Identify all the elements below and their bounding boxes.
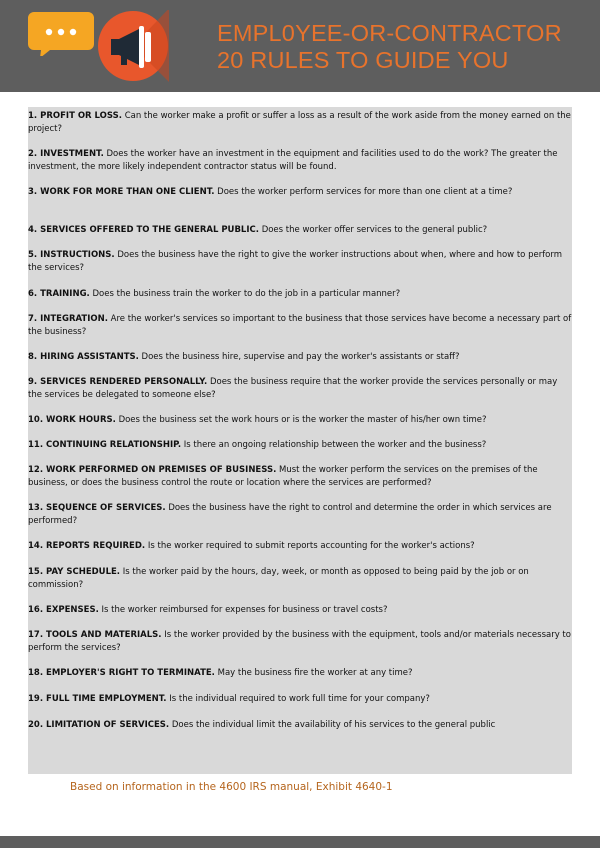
title-line-2: 20 RULES TO GUIDE YOU bbox=[217, 47, 509, 73]
rule-text: Does the worker perform services for more than one client at a time? bbox=[217, 187, 513, 197]
rule-heading: 11. CONTINUING RELATIONSHIP. bbox=[28, 440, 182, 450]
rule-text: Does the individual limit the availability of his services to the general public bbox=[171, 720, 496, 730]
rule-heading: 3. WORK FOR MORE THAN ONE CLIENT. bbox=[28, 187, 215, 197]
header-bar bbox=[0, 0, 600, 92]
rule-heading: 4. SERVICES OFFERED TO THE GENERAL PUBLIC. bbox=[28, 225, 259, 235]
rule-item bbox=[28, 288, 572, 301]
rule-item bbox=[28, 148, 572, 174]
rule-text: Is the worker paid by the hours, day, week, or month as opposed to being paid by the job or on commission? bbox=[28, 567, 529, 590]
rule-heading: 7. INTEGRATION. bbox=[28, 314, 108, 324]
rule-heading: 2. INVESTMENT. bbox=[28, 149, 104, 159]
rule-heading: 20. LIMITATION OF SERVICES. bbox=[28, 720, 170, 730]
rule-item bbox=[28, 414, 572, 427]
rule-item bbox=[28, 224, 572, 237]
rule-text: Does the business train the worker to do the job in a particular manner? bbox=[92, 289, 401, 299]
rule-text: Does the business set the work hours or is the worker the master of his/her own time? bbox=[118, 415, 487, 425]
title-line-1: EMPL0YEE-OR-CONTRACTOR bbox=[217, 20, 562, 46]
rule-text: Is there an ongoing relationship between the worker and the business? bbox=[183, 440, 487, 450]
rule-item bbox=[28, 464, 572, 490]
rule-text: Does the worker have an investment in the equipment and facilities used to do the work? The greater the investment, the more likely independent contractor status will be found. bbox=[28, 149, 558, 172]
rule-heading: 6. TRAINING. bbox=[28, 289, 90, 299]
source-footnote: Based on information in the 4600 IRS manual, Exhibit 4640-1 bbox=[70, 781, 393, 793]
rule-text: Are the worker's services so important to the business that those services have become a necessary part of the business? bbox=[28, 314, 572, 337]
rule-heading: 13. SEQUENCE OF SERVICES. bbox=[28, 503, 166, 513]
rule-item bbox=[28, 566, 572, 592]
speech-bubble-icon bbox=[28, 12, 94, 56]
megaphone-icon bbox=[97, 10, 169, 82]
rule-text: Is the worker reimbursed for expenses for business or travel costs? bbox=[101, 605, 388, 615]
rule-text: Does the worker offer services to the general public? bbox=[261, 225, 488, 235]
rule-item bbox=[28, 110, 572, 136]
rule-heading: 15. PAY SCHEDULE. bbox=[28, 567, 121, 577]
rule-heading: 8. HIRING ASSISTANTS. bbox=[28, 352, 139, 362]
rule-item bbox=[28, 439, 572, 452]
rule-heading: 10. WORK HOURS. bbox=[28, 415, 116, 425]
rule-item bbox=[28, 351, 572, 364]
rule-item bbox=[28, 719, 572, 732]
rule-item bbox=[28, 313, 572, 339]
rule-heading: 18. EMPLOYER'S RIGHT TO TERMINATE. bbox=[28, 668, 215, 678]
rule-heading: 17. TOOLS AND MATERIALS. bbox=[28, 630, 162, 640]
rule-text: Must the worker perform the services on the premises of the business, or does the business control the route or location where the services are performed? bbox=[28, 465, 538, 488]
rule-heading: 16. EXPENSES. bbox=[28, 605, 99, 615]
rule-item bbox=[28, 376, 572, 402]
rule-heading: 9. SERVICES RENDERED PERSONALLY. bbox=[28, 377, 208, 387]
rule-item bbox=[28, 502, 572, 528]
rules-panel bbox=[28, 107, 572, 774]
rule-text: Does the business have the right to give the worker instructions about when, where and how to perform the services? bbox=[28, 250, 563, 273]
rule-item bbox=[28, 667, 572, 680]
rule-item bbox=[28, 540, 572, 553]
rule-text: Is the worker provided by the business with the equipment, tools and/or materials necessary to perform the services? bbox=[28, 630, 571, 653]
rule-text: Can the worker make a profit or suffer a loss as a result of the work aside from the money earned on the project? bbox=[28, 111, 571, 134]
rule-item bbox=[28, 693, 572, 706]
footer-bar bbox=[0, 836, 600, 848]
rule-heading: 1. PROFIT OR LOSS. bbox=[28, 111, 122, 121]
rule-text: Does the business hire, supervise and pay the worker's assistants or staff? bbox=[141, 352, 460, 362]
rule-text: Is the worker required to submit reports accounting for the worker's actions? bbox=[147, 541, 475, 551]
rule-text: May the business fire the worker at any time? bbox=[217, 668, 413, 678]
rule-heading: 19. FULL TIME EMPLOYMENT. bbox=[28, 694, 167, 704]
rule-text: Is the individual required to work full time for your company? bbox=[169, 694, 430, 704]
rule-item bbox=[28, 249, 572, 275]
rule-heading: 5. INSTRUCTIONS. bbox=[28, 250, 115, 260]
rule-item bbox=[28, 604, 572, 617]
page-title bbox=[217, 20, 562, 74]
rule-item bbox=[28, 629, 572, 655]
rule-text: Does the business require that the worker provide the services personally or may the services be delegated to someone else? bbox=[28, 377, 558, 400]
rule-text: Does the business have the right to control and determine the order in which services are performed? bbox=[28, 503, 552, 526]
rule-heading: 12. WORK PERFORMED ON PREMISES OF BUSINESS. bbox=[28, 465, 277, 475]
rule-item bbox=[28, 186, 572, 199]
rule-heading: 14. REPORTS REQUIRED. bbox=[28, 541, 146, 551]
